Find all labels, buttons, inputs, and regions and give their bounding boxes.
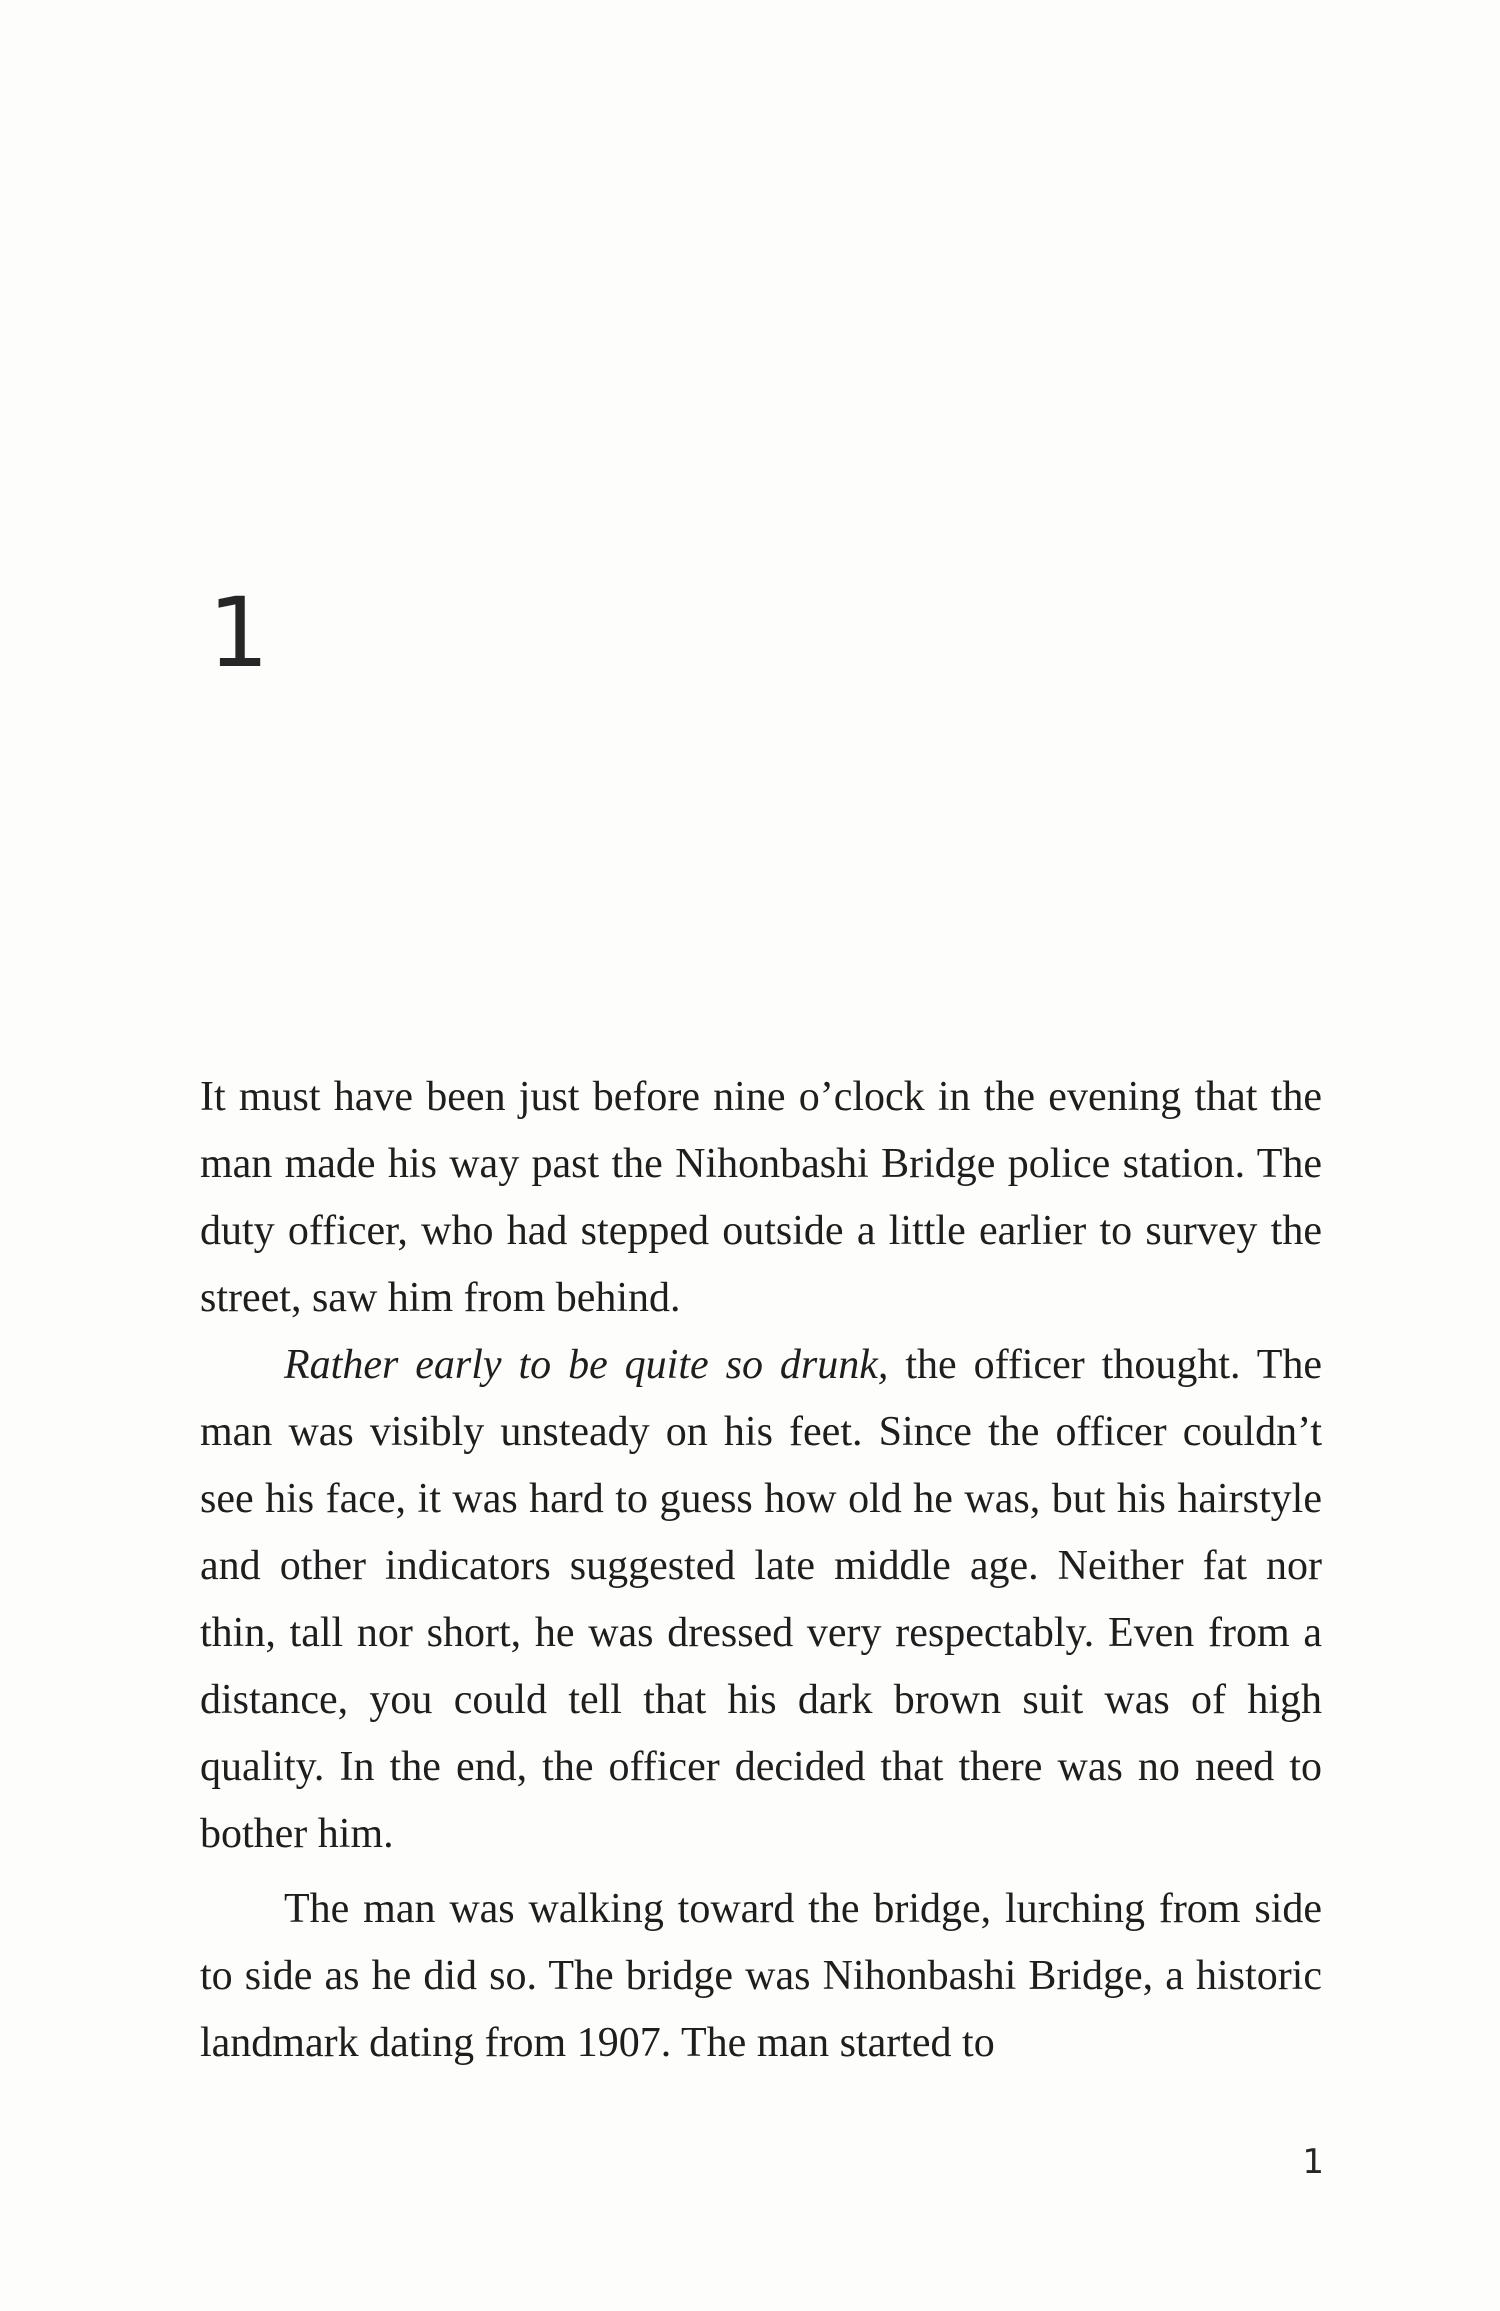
paragraph-2-text: the officer thought. The man was visibly unsteady on his feet. Since the officer couldn’t see his face, it was hard to guess how old he was, but his hairstyle and other indicators suggested late middle age. Neither fat nor thin, tall nor short, he was dressed very respectably. Even from a distance, you could tell that his dark brown suit was of high quality. In the end, the officer decided that there was no need to bother him. [200, 1342, 1322, 1857]
chapter-number: 1 [208, 577, 266, 689]
paragraph-2 [200, 1332, 1322, 1868]
paragraph-1: It must have been just before nine o’clock in the evening that the man made his way past the Nihonbashi Bridge police station. The duty officer, who had stepped outside a little earlier to survey the street, saw him from behind. [200, 1074, 1322, 1321]
paragraph-3: The man was walking toward the bridge, lurching from side to side as he did so. The bridge was Nihonbashi Bridge, a historic landmark dating from 1907. The man started to [200, 1886, 1322, 2066]
body-text [200, 1064, 1322, 2077]
page-number: 1 [1302, 2142, 1324, 2182]
paragraph-2-italic-lead: Rather early to be quite so drunk, [284, 1342, 889, 1388]
